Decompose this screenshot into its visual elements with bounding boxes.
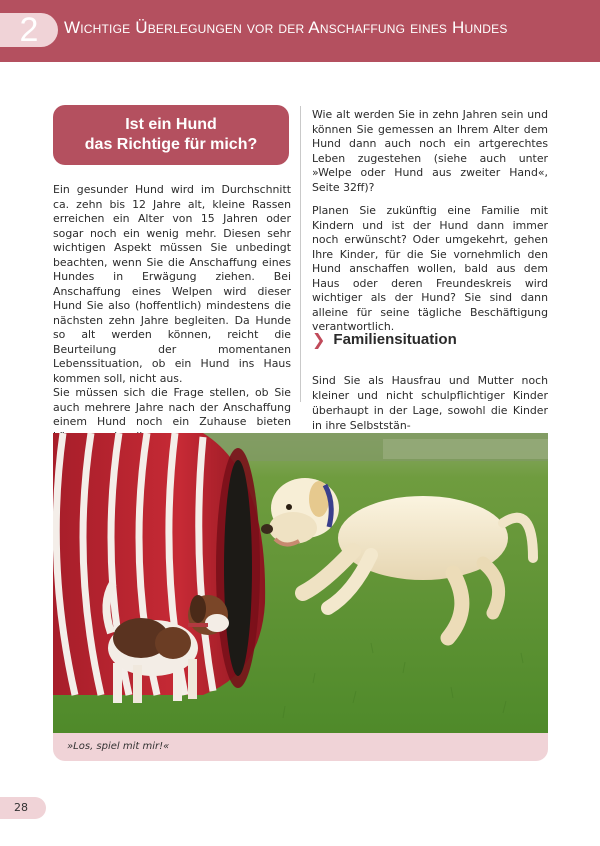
dog-photo	[53, 433, 548, 733]
paragraph: Ein gesunder Hund wird im Durchschnitt ca. zehn bis 12 Jahre alt, kleine Rassen erreichen ein Alter von 15 Jahren oder sogar noch ein wenig mehr. Diesen sehr wichtigen Aspekt müssen Sie unbedingt beachten, wenn Sie die Anschaffung eines Hundes in Erwägung ziehen. Bei Anschaffung eines Welpen wird dieser Hund Sie also (hoffentlich) mindestens die nächsten zehn Jahre begleiten. Da Hunde so alt werden können, reicht die Beurteilung der momentanen Lebenssituation, ob ein Hund ins Haus kommen soll, nicht aus.	[53, 183, 291, 385]
paragraph: Planen Sie zukünftig eine Familie mit Kindern und ist der Hund dann immer noch erwünscht? Oder umgekehrt, gehen Ihre Kinder, für die Sie vornehmlich den Hund anschaffen wollen, bald aus dem Haus oder deren Freundeskreis wird wichtiger als der Hund? Sie sind dann alleine für seine tägliche Beschäftigung verantwortlich.	[312, 204, 548, 333]
page-number: 28	[14, 801, 28, 814]
section-title-line2: das Richtige für mich?	[84, 136, 258, 153]
left-column	[53, 183, 291, 444]
subheading-text: Familiensituation	[333, 331, 457, 348]
right-column-continued	[312, 362, 548, 444]
chapter-title: Wichtige Überlegungen vor der Anschaffung eines Hundes	[64, 18, 508, 37]
right-column	[312, 108, 548, 335]
chapter-number: 2	[0, 13, 58, 47]
subheading	[312, 330, 457, 349]
section-title-line1: Ist ein Hund	[125, 116, 217, 133]
paragraph: Sie müssen sich die Frage stellen, ob Sie auch mehrere Jahre nach der Anschaffung einem Hund noch ein Zuhause bieten	[53, 386, 291, 428]
section-title-box	[53, 105, 289, 165]
paragraph: Sind Sie als Hausfrau und Mutter noch kleiner und nicht schulpflichtiger Kinder überhaupt in der Lage, sowohl die Kinder in ihre Selbststän-	[312, 373, 548, 432]
column-divider	[300, 106, 301, 402]
chevron-right-icon: ❯	[312, 330, 326, 349]
paragraph: Wie alt werden Sie in zehn Jahren sein und können Sie gemessen an Ihrem Alter dem Hund dann auch noch ein artgerechtes Leben zugestehen (siehe auch unter »Welpe oder Hund aus zweiter Hand«, Seite 32ff)?	[312, 108, 548, 194]
photo-caption: »Los, spiel mit mir!«	[67, 741, 170, 752]
